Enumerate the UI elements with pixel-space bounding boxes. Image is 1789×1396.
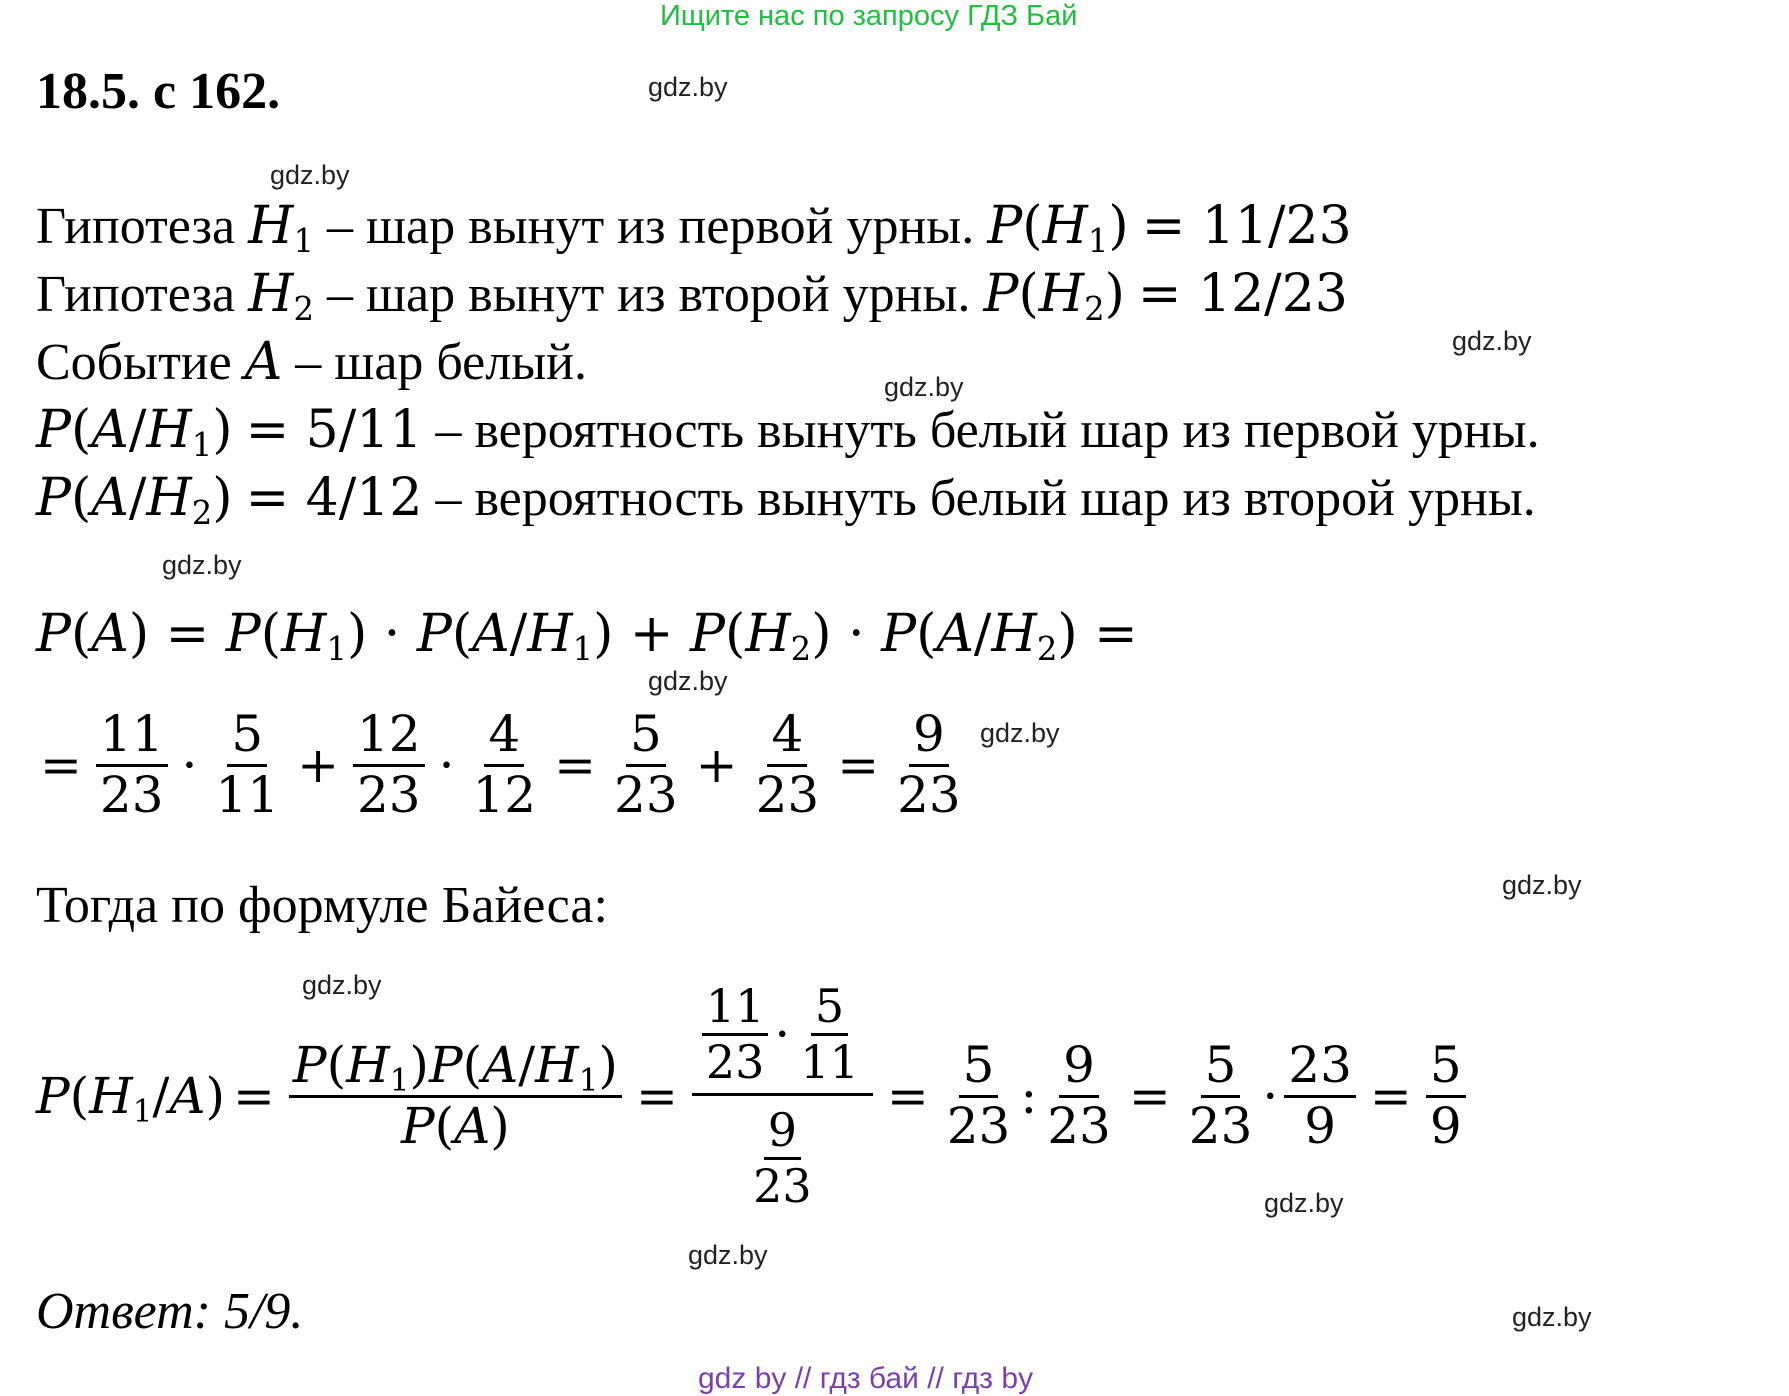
site-banner: Ищите нас по запросу ГДЗ Бай	[660, 0, 1078, 32]
watermark: gdz.by	[162, 550, 242, 580]
watermark: gdz.by	[270, 160, 350, 190]
answer: Ответ: 5/9.	[36, 1283, 304, 1340]
total-probability-computation: = $\frac{11}{23}$ · $\frac{5}{11}$ + $\frac{12}{23}$ · $\frac{4}{12}$ = $\frac{5}{23}$ + $\frac{4}{23}$ = $\frac{9}{23}$	[32, 706, 971, 824]
fraction: $\frac{5}{23}$	[1188, 1036, 1253, 1155]
watermark: gdz.by	[302, 970, 382, 1000]
watermark: gdz.by	[1264, 1188, 1344, 1218]
fraction: $\frac{23}{9}$	[1284, 1037, 1356, 1155]
conditional-2-line: $P(A/H_2) = 4/12$ – вероятность вынуть белый шар из второй урны.	[36, 468, 1536, 533]
exercise-title: 18.5. с 162.	[36, 63, 281, 120]
fraction: $\frac{5}{9}$	[1426, 1037, 1466, 1155]
hypothesis-1-line: Гипотеза $H_1$ – шар вынут из первой урны. $P(H_1) = 11/23$	[36, 196, 1352, 261]
watermark: gdz.by	[980, 718, 1060, 748]
fraction: $\frac{11}{23}$	[702, 980, 769, 1089]
fraction: $\frac{9}{23}$	[897, 705, 961, 824]
fraction: $\frac{9}{23}$	[753, 1102, 812, 1213]
watermark: gdz.by	[1452, 326, 1532, 356]
fraction: $\frac{5}{23}$	[946, 1036, 1011, 1155]
bayes-formula: $P(H_1/A)$ = $\frac{P(H_1)P(A/H_1)}{P(A)}$ = $\frac{11}{23}$ · $\frac{5}{11}$ $\frac{9}{23}$ = $\frac{5}{23}$ : $\frac{9}{23}$ = $\frac{5}{23}$ · $\frac{23}{9}$ = $\frac{5}{9}$	[36, 980, 1472, 1213]
watermark: gdz.by	[688, 1240, 768, 1270]
watermark: gdz.by	[884, 372, 964, 402]
event-line: Событие A – шар белый.	[36, 332, 587, 392]
fraction: $\frac{4}{12}$	[472, 705, 537, 824]
hypothesis-2-line: Гипотеза $H_2$ – шар вынут из второй урны. $P(H_2) = 12/23$	[36, 264, 1348, 329]
fraction: $\frac{5}{23}$	[614, 705, 678, 824]
watermark: gdz.by	[648, 666, 728, 696]
watermark: gdz.by	[648, 72, 728, 102]
fraction: $\frac{12}{23}$	[353, 706, 425, 824]
conditional-1-line: $P(A/H_1) = 5/11$ – вероятность вынуть белый шар из первой урны.	[36, 400, 1540, 465]
fraction: $\frac{P(H_1)P(A/H_1)}{P(A)}$	[289, 1037, 622, 1155]
fraction: $\frac{5}{11}$	[800, 979, 859, 1089]
fraction: $\frac{11}{23}$	[96, 706, 168, 824]
footer-links: gdz by // гдз бай // гдз by	[698, 1362, 1034, 1395]
watermark: gdz.by	[1512, 1302, 1592, 1332]
total-probability-formula: $P(A) = P(H_1) \cdot P(A/H_1) + P(H_2) \cdot P(A/H_2)$ =	[36, 604, 1138, 669]
watermark: gdz.by	[1502, 870, 1582, 900]
fraction: $\frac{9}{23}$	[1047, 1036, 1111, 1155]
fraction: $\frac{4}{23}$	[755, 705, 820, 824]
fraction: $\frac{5}{11}$	[215, 705, 280, 824]
complex-fraction: $\frac{11}{23}$ · $\frac{5}{11}$ $\frac{9}{23}$	[692, 980, 873, 1213]
bayes-intro: Тогда по формуле Байеса:	[36, 877, 608, 934]
